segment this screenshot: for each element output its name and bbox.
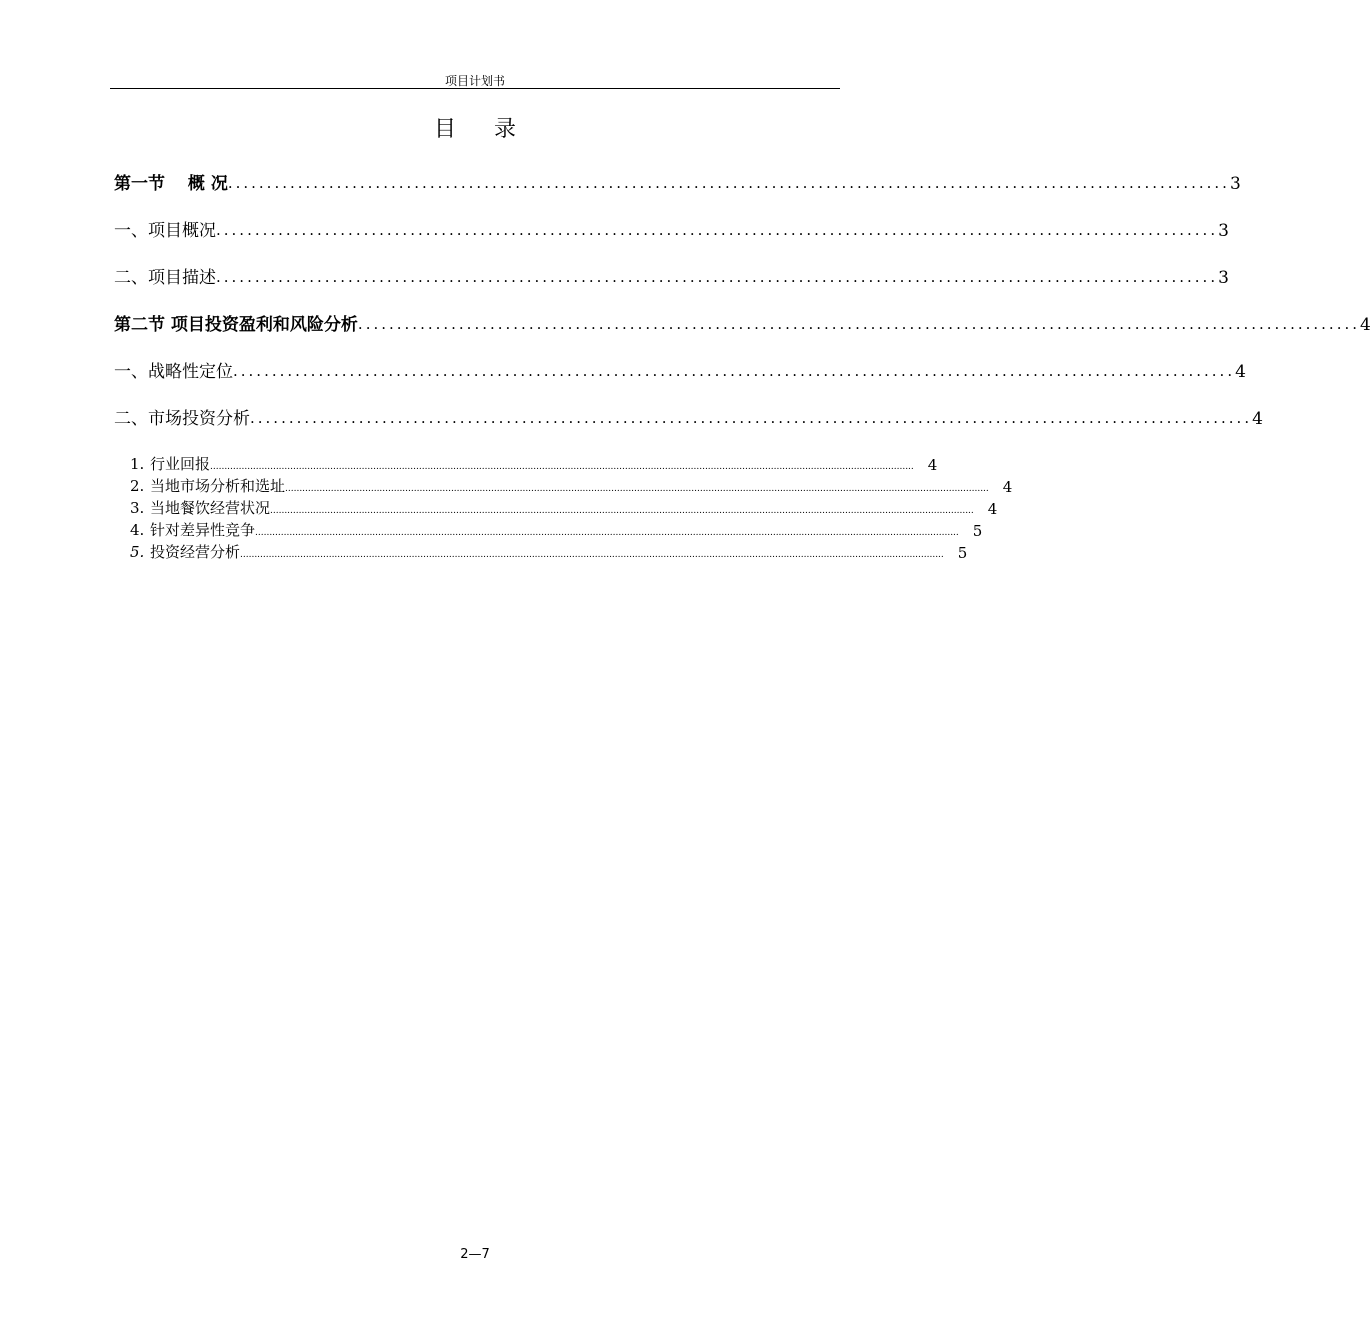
dot-leader: ................................................................................................................................. [250,409,1253,427]
toc-entry-label: 二、市场投资分析 [114,409,250,429]
toc-subentry-label: 当地餐饮经营状况 [150,499,271,517]
dot-leader: ................................................................................................................................. [216,268,1219,286]
toc-entry-project-description[interactable] [114,263,1229,288]
toc-subentry-number: 4. [130,521,145,539]
toc-title-left: 目 [433,117,456,142]
header-rule [110,88,840,89]
toc-entry-section-2[interactable] [114,310,1371,335]
dot-leader: ................................................................................................................................. [216,221,1219,239]
dot-leader: ...................................................................................................................................................................................................................................................... [240,550,944,560]
dot-leader: ................................................................................................................................. [233,362,1236,380]
toc-entry-label: 第二节 项目投资盈利和风险分析 [114,315,358,335]
toc-subentry-label: 针对差异性竞争 [150,521,256,539]
toc-subentry-page: 4 [987,500,998,518]
toc-entry-page: 4 [1235,362,1246,382]
toc-title [0,112,950,143]
toc-entry-market-analysis[interactable] [114,404,1263,429]
toc-title-right: 录 [494,117,517,142]
toc-subentry-number: 3. [130,499,145,517]
toc-subentry-1[interactable] [130,453,938,474]
toc-entry-strategic-positioning[interactable] [114,357,1246,382]
toc-entry-label: 二、项目描述 [114,268,216,288]
toc-subentry-3[interactable] [130,497,998,518]
dot-leader: ...................................................................................................................................................................................................................................................... [210,462,914,472]
toc-entry-page: 4 [1252,409,1263,429]
toc-entry-page: 3 [1218,268,1229,288]
dot-leader: ...................................................................................................................................................................................................................................................... [285,484,989,494]
toc-subentry-label: 行业回报 [150,455,211,473]
toc-entry-label: 一、战略性定位 [114,362,233,382]
dot-leader: ................................................................................................................................. [227,174,1230,192]
toc-entry-project-overview[interactable] [114,216,1229,241]
toc-entry-page: 4 [1360,315,1371,335]
toc-subentry-label: 投资经营分析 [150,543,241,561]
toc-subentry-page: 5 [972,522,983,540]
toc-entry-page: 3 [1229,174,1241,194]
dot-leader: ................................................................................................................................. [357,315,1361,333]
toc-subentry-number: 1. [130,455,145,473]
toc-subentry-page: 4 [927,456,938,474]
running-header: 项目计划书 [444,74,505,88]
toc-subentry-number: 5. [130,543,145,561]
toc-entry-label: 第一节 概 况 [114,174,228,194]
toc-subentry-number: 2. [130,477,145,495]
page-number: 2—7 [460,1247,490,1262]
dot-leader: ...................................................................................................................................................................................................................................................... [270,506,974,516]
toc-entry-label: 一、项目概况 [114,221,216,241]
toc-subentry-label: 当地市场分析和选址 [150,477,286,495]
toc-subentry-page: 5 [957,544,968,562]
toc-entry-section-1[interactable] [114,169,1241,194]
toc-subentry-5[interactable] [130,541,968,562]
toc-subentry-2[interactable] [130,475,1013,496]
toc-subentry-page: 4 [1002,478,1013,496]
toc-subentry-4[interactable] [130,519,983,540]
dot-leader: ...................................................................................................................................................................................................................................................... [255,528,959,538]
toc-entry-page: 3 [1218,221,1229,241]
